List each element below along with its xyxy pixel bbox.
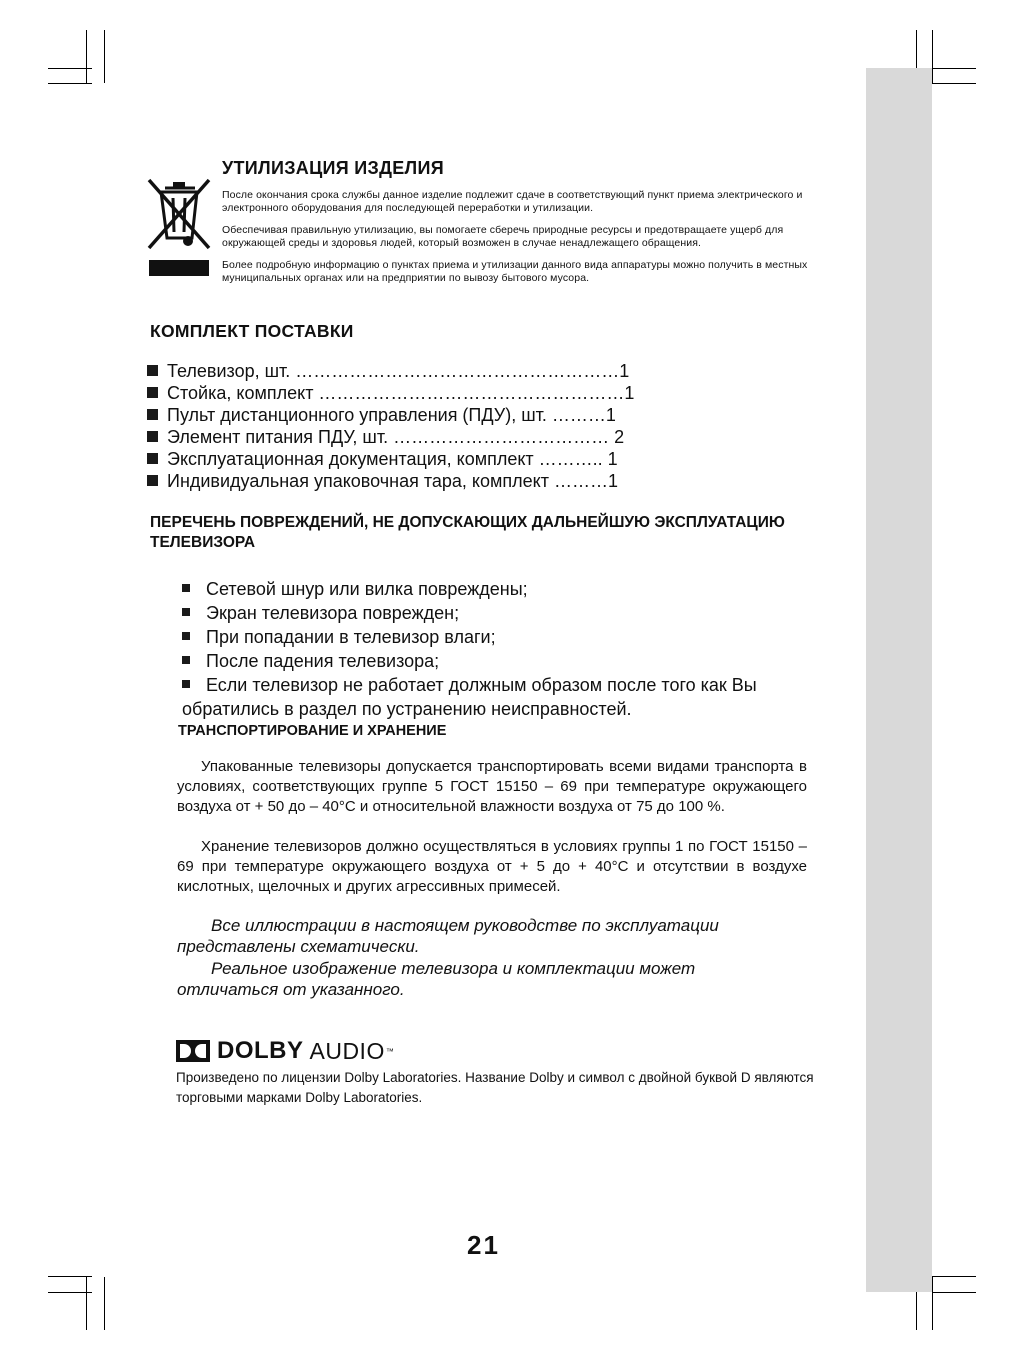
crop-mark: [48, 83, 92, 84]
list-item: При попадании в телевизор влаги;: [182, 625, 822, 649]
crop-mark: [932, 30, 933, 83]
crop-mark: [932, 1277, 933, 1330]
dolby-double-d-icon: [176, 1040, 210, 1062]
illustration-note: Все иллюстрации в настоящем руководстве по эксплуатации представлены схематически.: [177, 916, 719, 956]
crossed-out-wheelie-bin-icon: [145, 178, 213, 278]
crop-mark: [86, 30, 87, 83]
list-item: Телевизор, шт. ………………………………………………1: [147, 360, 634, 382]
crop-mark: [104, 30, 105, 83]
recycling-paragraph: После окончания срока службы данное изделие подлежит сдаче в соответствующий пункт приема электрического и электронного оборудования для последующей переработки и утилизации.: [222, 189, 803, 214]
bullet-square-icon: [182, 632, 190, 640]
crop-mark: [932, 83, 976, 84]
bullet-square-icon: [182, 584, 190, 592]
crop-mark: [104, 1277, 105, 1330]
transport-paragraph: Хранение телевизоров должно осуществляться в условиях группы 1 по ГОСТ 15150 – 69 при температуре окружающего воздуха от + 5 до + 40°С и отсутствии в воздухе кислотных, щелочных и других агрессивных примесей.: [177, 838, 807, 895]
crop-mark: [48, 1292, 92, 1293]
dolby-audio-logo: [176, 1039, 394, 1063]
damages-list: [182, 577, 822, 721]
bullet-square-icon: [147, 475, 158, 486]
dolby-logo-tm: ™: [385, 1046, 394, 1056]
damages-title: ПЕРЕЧЕНЬ ПОВРЕЖДЕНИЙ, НЕ ДОПУСКАЮЩИХ ДАЛЬНЕЙШУЮ ЭКСПЛУАТАЦИЮ ТЕЛЕВИЗОРА: [150, 514, 785, 551]
recycling-paragraph: Более подробную информацию о пунктах приема и утилизации данного вида аппаратуры можно получить в местных муниципальных органах или на предприятии по вывозу бытового мусора.: [222, 259, 808, 284]
transport-paragraph: Упакованные телевизоры допускается транспортировать всеми видами транспорта в условиях, соответствующих группе 5 ГОСТ 15150 – 69 при температуре окружающего воздуха от + 50 до – 40°С и относительной влажности воздуха от 75 до 100 %.: [177, 758, 807, 815]
list-item: Сетевой шнур или вилка повреждены;: [182, 577, 822, 601]
list-item: После падения телевизора;: [182, 649, 822, 673]
bullet-square-icon: [147, 453, 158, 464]
kit-title: КОМПЛЕКТ ПОСТАВКИ: [150, 321, 354, 341]
crop-mark: [86, 1277, 87, 1330]
list-item: Эксплуатационная документация, комплект ……….. 1: [147, 448, 634, 470]
bullet-square-icon: [147, 431, 158, 442]
bullet-square-icon: [147, 365, 158, 376]
dolby-logo-word: DOLBY: [217, 1037, 304, 1064]
page-number: 21: [467, 1230, 500, 1260]
bullet-square-icon: [182, 608, 190, 616]
list-item: Если телевизор не работает должным образом после того как Вы обратились в раздел по устранению неисправностей.: [182, 675, 757, 719]
side-band: [866, 68, 932, 1292]
list-item: Элемент питания ПДУ, шт. ……………………………… 2: [147, 426, 634, 448]
crop-mark: [48, 68, 92, 69]
kit-list: [147, 360, 634, 492]
list-item: Индивидуальная упаковочная тара, комплект ………1: [147, 470, 634, 492]
recycling-paragraph: Обеспечивая правильную утилизацию, вы помогаете сберечь природные ресурсы и предотвращаете ущерб для окружающей среды и здоровья людей, который возможен в случае ненадлежащего обращения.: [222, 224, 784, 249]
crop-mark: [932, 1292, 976, 1293]
crop-mark: [932, 1276, 976, 1277]
illustration-note: Реальное изображение телевизора и комплектации может отличаться от указанного.: [177, 959, 696, 999]
bullet-square-icon: [182, 680, 190, 688]
bullet-square-icon: [147, 409, 158, 420]
dolby-logo-sub: AUDIO: [309, 1037, 385, 1064]
list-item: Стойка, комплект ……………………………………………1: [147, 382, 634, 404]
dolby-license-text: Произведено по лицензии Dolby Laboratories. Название Dolby и символ с двойной буквой D являются торговыми марками Dolby Laboratories.: [176, 1070, 814, 1105]
transport-title: ТРАНСПОРТИРОВАНИЕ И ХРАНЕНИЕ: [178, 723, 447, 739]
crop-mark: [932, 68, 976, 69]
list-item: Экран телевизора поврежден;: [182, 601, 822, 625]
bullet-square-icon: [182, 656, 190, 664]
recycling-title: УТИЛИЗАЦИЯ ИЗДЕЛИЯ: [222, 158, 444, 178]
list-item: Пульт дистанционного управления (ПДУ), шт. ………1: [147, 404, 634, 426]
bullet-square-icon: [147, 387, 158, 398]
crop-mark: [48, 1276, 92, 1277]
